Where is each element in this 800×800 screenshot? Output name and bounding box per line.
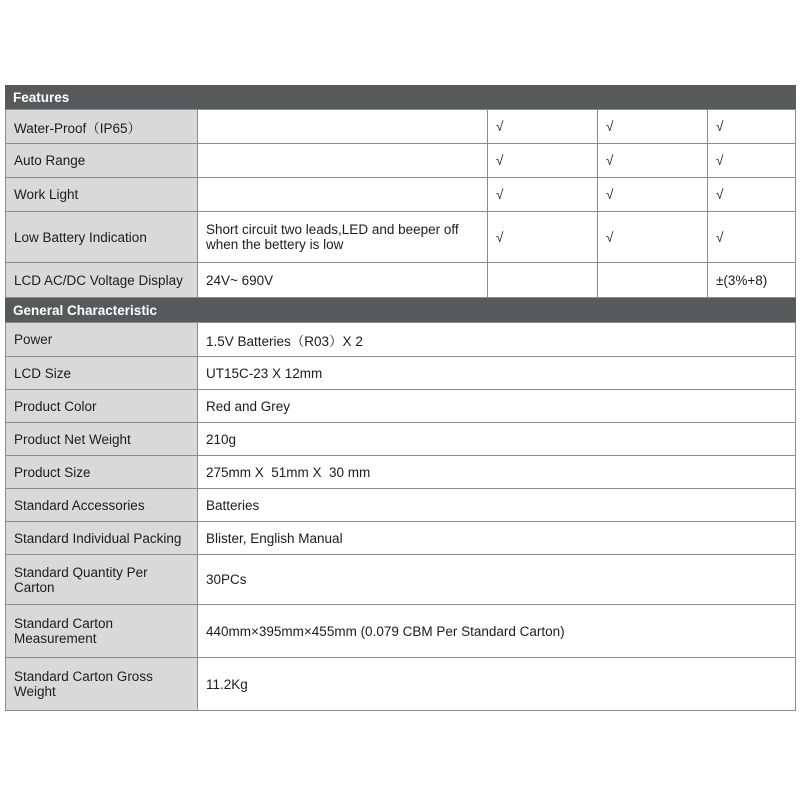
row-label: Standard Individual Packing: [6, 522, 198, 555]
check-cell: √: [598, 110, 708, 144]
row-label: Low Battery Indication: [6, 212, 198, 263]
table-row: [6, 456, 796, 489]
check-cell: √: [708, 212, 796, 263]
row-label: Product Color: [6, 390, 198, 423]
general-section-header: [5, 298, 796, 322]
row-value: 440mm×395mm×455mm (0.079 CBM Per Standard Carton): [198, 605, 796, 658]
table-row: [6, 323, 796, 357]
row-description: Short circuit two leads,LED and beeper off when the bettery is low: [198, 212, 488, 263]
row-label: Product Net Weight: [6, 423, 198, 456]
row-value: 30PCs: [198, 555, 796, 605]
check-cell: √: [488, 178, 598, 212]
check-cell: √: [488, 144, 598, 178]
features-section-header: [5, 85, 796, 109]
table-row: [6, 423, 796, 456]
check-cell: [598, 263, 708, 298]
row-value: 275mm X 51mm X 30 mm: [198, 456, 796, 489]
table-row: [6, 658, 796, 711]
row-description: [198, 144, 488, 178]
table-row: [6, 263, 796, 298]
table-row: [6, 212, 796, 263]
row-label: Auto Range: [6, 144, 198, 178]
row-value: Red and Grey: [198, 390, 796, 423]
row-description: [198, 178, 488, 212]
features-section-title: Features: [13, 89, 70, 105]
table-row: [6, 357, 796, 390]
row-label: Power: [6, 323, 198, 357]
table-row: [6, 489, 796, 522]
row-label: LCD AC/DC Voltage Display: [6, 263, 198, 298]
spec-sheet: [5, 85, 796, 711]
check-cell: √: [598, 144, 708, 178]
check-cell: √: [598, 178, 708, 212]
row-description: 24V~ 690V: [198, 263, 488, 298]
check-cell: √: [708, 144, 796, 178]
table-row: [6, 605, 796, 658]
table-row: [6, 390, 796, 423]
row-label: Water-Proof（IP65）: [6, 110, 198, 144]
row-value: UT15C-23 X 12mm: [198, 357, 796, 390]
general-section-title: General Characteristic: [13, 302, 158, 318]
check-cell: √: [488, 212, 598, 263]
row-value: Blister, English Manual: [198, 522, 796, 555]
row-label: Product Size: [6, 456, 198, 489]
row-label: LCD Size: [6, 357, 198, 390]
row-label: Standard Carton Measurement: [6, 605, 198, 658]
check-cell: √: [708, 178, 796, 212]
table-row: [6, 110, 796, 144]
general-table: [5, 322, 796, 711]
check-cell: √: [488, 110, 598, 144]
row-label: Standard Accessories: [6, 489, 198, 522]
features-table: [5, 109, 796, 298]
row-value: 11.2Kg: [198, 658, 796, 711]
row-value: 210g: [198, 423, 796, 456]
table-row: [6, 144, 796, 178]
row-value: Batteries: [198, 489, 796, 522]
row-label: Standard Quantity Per Carton: [6, 555, 198, 605]
check-cell: √: [708, 110, 796, 144]
row-description: [198, 110, 488, 144]
row-value: 1.5V Batteries（R03）X 2: [198, 323, 796, 357]
check-cell: [488, 263, 598, 298]
tolerance-value: ±(3%+8): [708, 263, 796, 298]
check-cell: √: [598, 212, 708, 263]
table-row: [6, 178, 796, 212]
table-row: [6, 522, 796, 555]
row-label: Work Light: [6, 178, 198, 212]
row-label: Standard Carton Gross Weight: [6, 658, 198, 711]
table-row: [6, 555, 796, 605]
